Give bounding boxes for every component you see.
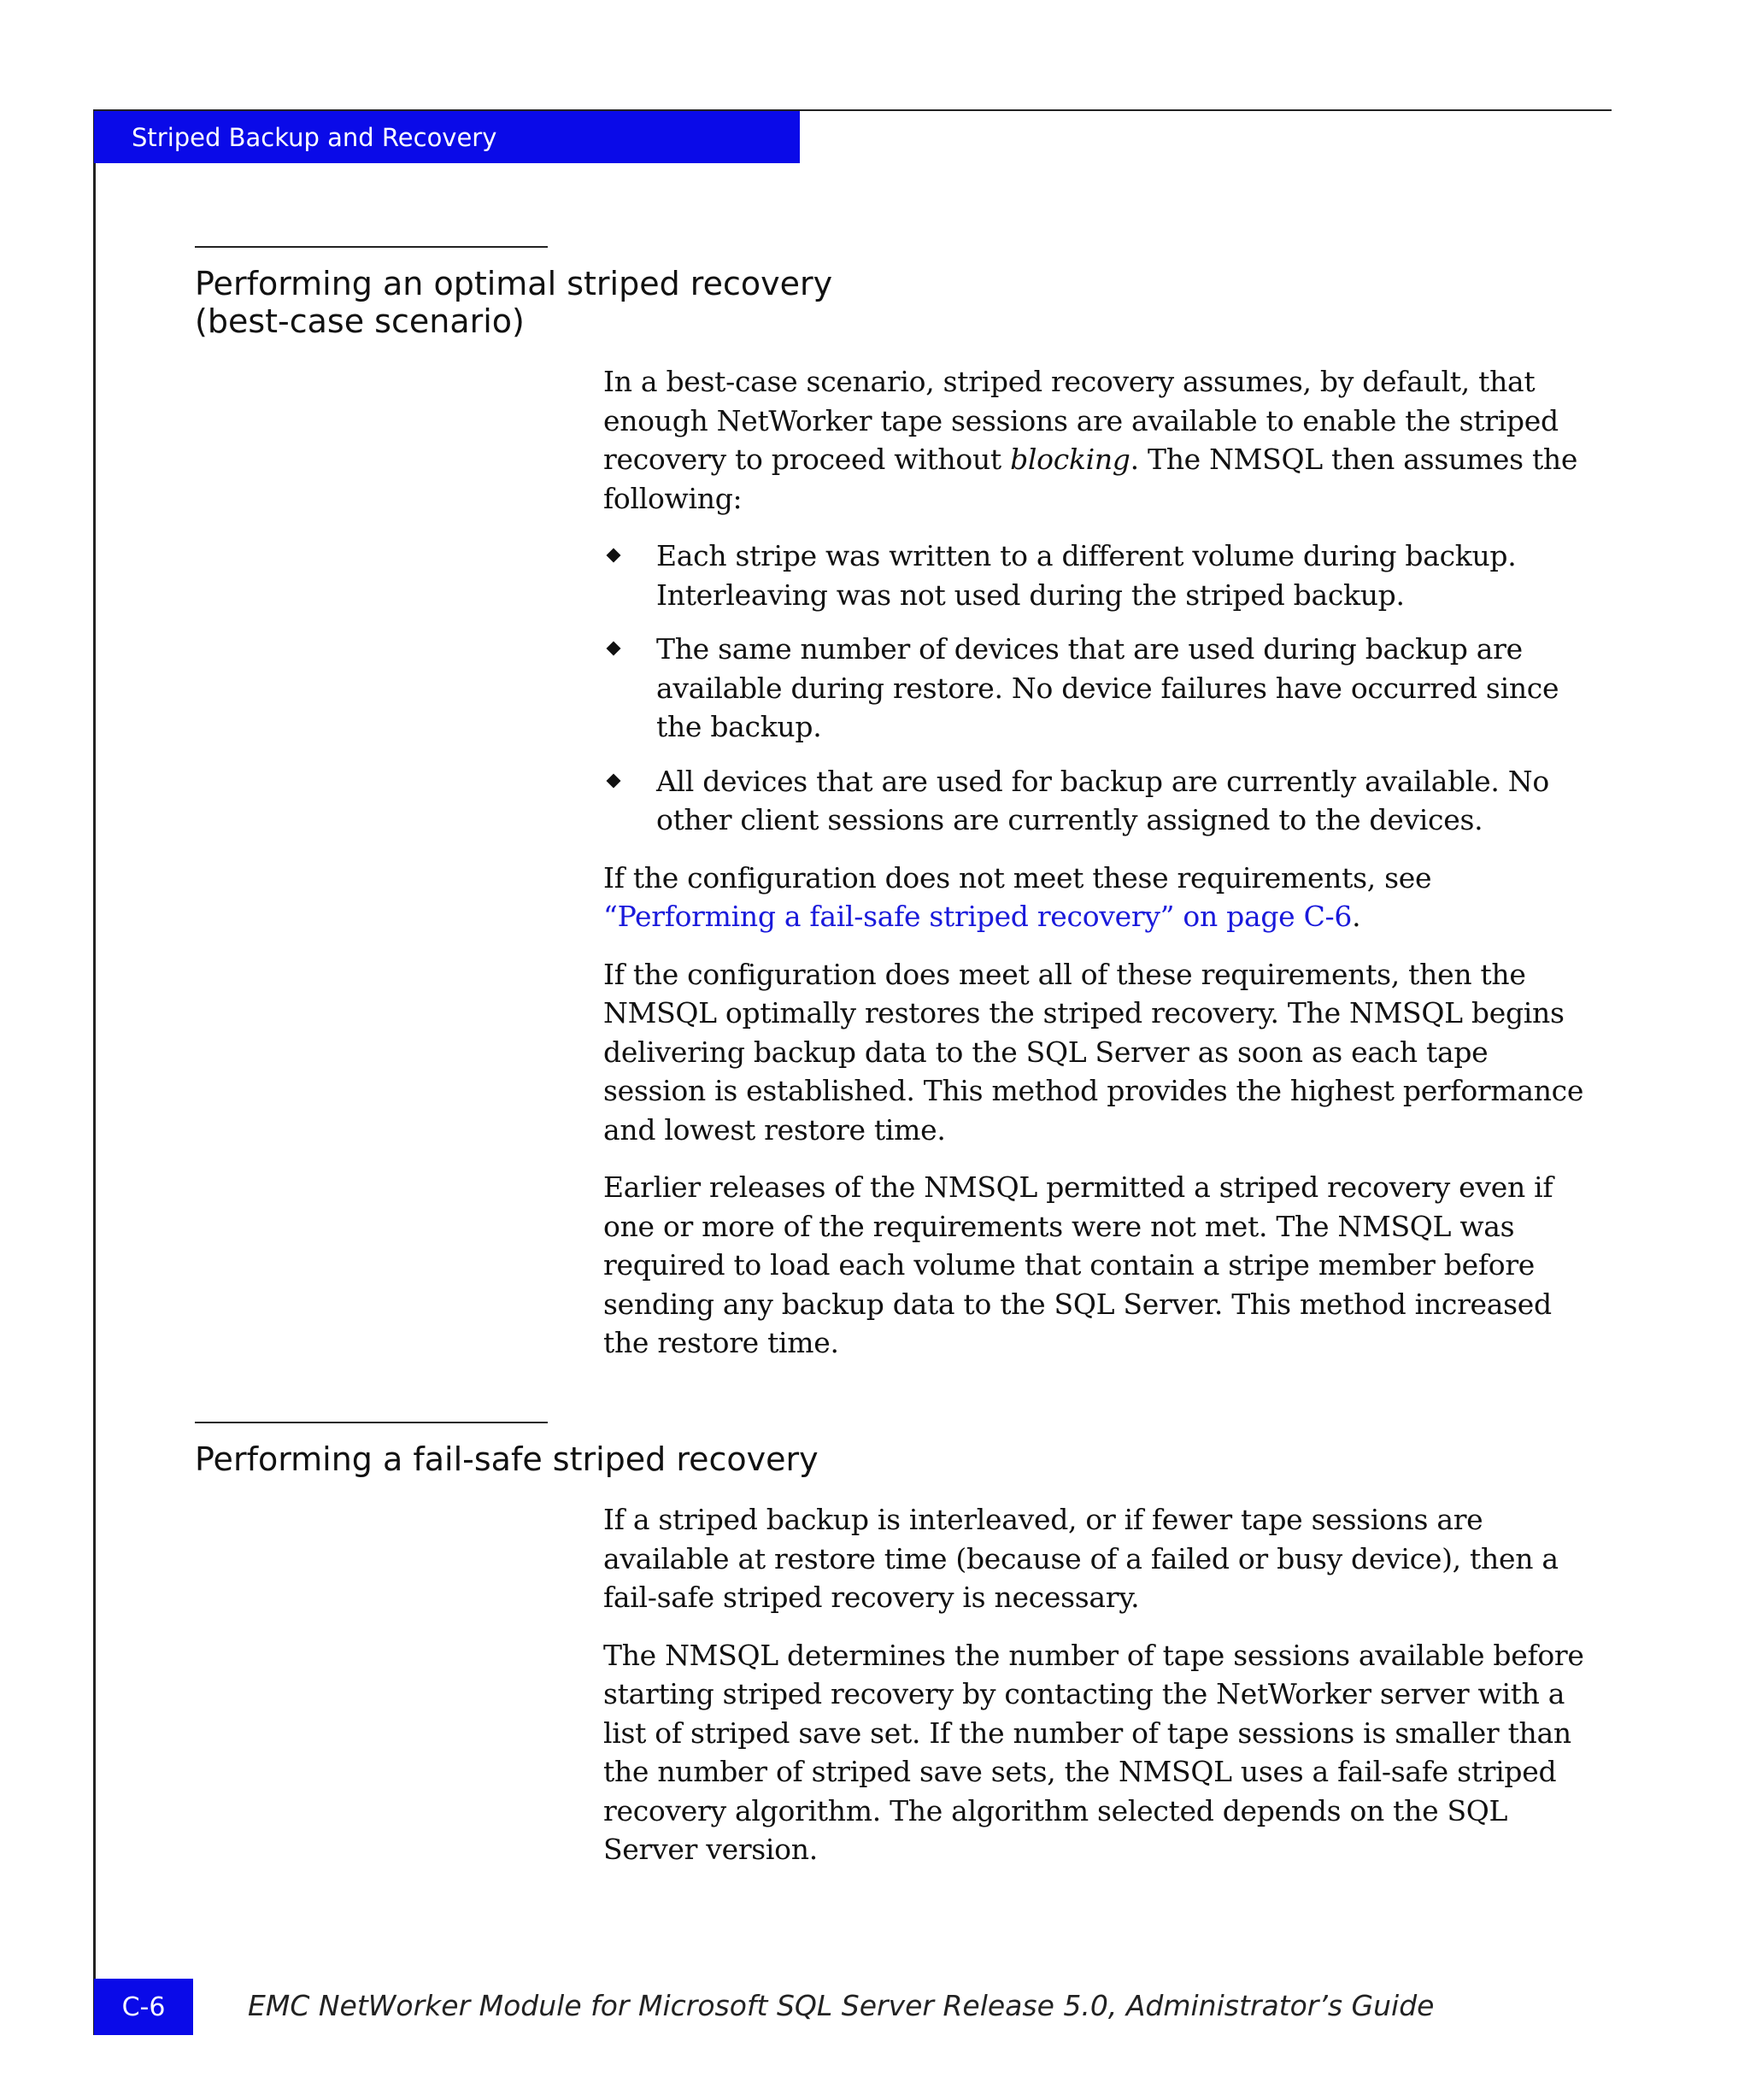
section-heading-fail-safe-recovery: Performing a fail-safe striped recovery [195, 1440, 819, 1478]
section-rule-optimal [195, 246, 548, 248]
requirements-met-paragraph: If the configuration does meet all of these requirements, then the NMSQL optimally restores the striped recovery. The NMSQL begins delivering backup data to the SQL Server as soon as each tape session is established. This method provides the highest performance and lowest restore time. [603, 957, 1584, 1147]
diamond-bullet-icon [607, 548, 621, 563]
section-rule-fail-safe [195, 1422, 548, 1423]
fail-safe-algorithm-paragraph: The NMSQL determines the number of tape sessions available before starting striped recovery by contacting the NetWorker server with a list of striped save set. If the number of tape sessions is smaller than the number of striped save sets, the NMSQL uses a fail-safe striped recovery algorithm. The algorithm selected depends on the SQL Server version. [603, 1638, 1584, 1866]
cross-reference-link[interactable]: “Performing a fail-safe striped recovery” on page C-6 [603, 900, 1353, 933]
blocking-emphasis: blocking [1010, 443, 1130, 476]
page-number-tab: C-6 [94, 1979, 193, 2035]
list-item: All devices that are used for backup are currently available. No other client sessions are currently assigned to the devices. [603, 762, 1594, 840]
diamond-bullet-icon [607, 773, 621, 788]
page-margin-rule [93, 109, 96, 2035]
section-heading-optimal-recovery [195, 265, 832, 340]
intro-paragraph: In a best-case scenario, striped recovery assumes, by default, that enough NetWorker tape sessions are available to enable the striped recovery to proceed without blocking. The NMSQL then assumes the following: [603, 365, 1578, 515]
fail-safe-intro-paragraph: If a striped backup is interleaved, or if fewer tape sessions are available at restore time (because of a failed or busy device), then a fail-safe striped recovery is necessary. [603, 1503, 1559, 1614]
footer-book-title: EMC NetWorker Module for Microsoft SQL Server Release 5.0, Administrator’s Guide [248, 1989, 1435, 2022]
requirements-not-met-paragraph: If the configuration does not meet these requirements, see “Performing a fail-safe striped recovery” on page C-6. [603, 860, 1432, 933]
section-heading-line-2: (best-case scenario) [195, 302, 525, 340]
earlier-releases-paragraph: Earlier releases of the NMSQL permitted a striped recovery even if one or more of the requirements were not met. The NMSQL was required to load each volume that contain a stripe member before sending any backup data to the SQL Server. This method increased the restore time. [603, 1170, 1553, 1359]
section-body-fail-safe [603, 1500, 1594, 1888]
requirements-list [603, 537, 1594, 840]
list-item: Each stripe was written to a different volume during backup. Interleaving was not used during the striped backup. [603, 537, 1594, 614]
diamond-bullet-icon [607, 642, 621, 656]
list-item: The same number of devices that are used during backup are available during restore. No device failures have occurred since the backup. [603, 630, 1594, 747]
section-body-optimal [603, 362, 1594, 1381]
chapter-header-tab: Striped Backup and Recovery [94, 111, 800, 163]
section-heading-line-1: Performing an optimal striped recovery [195, 265, 833, 302]
